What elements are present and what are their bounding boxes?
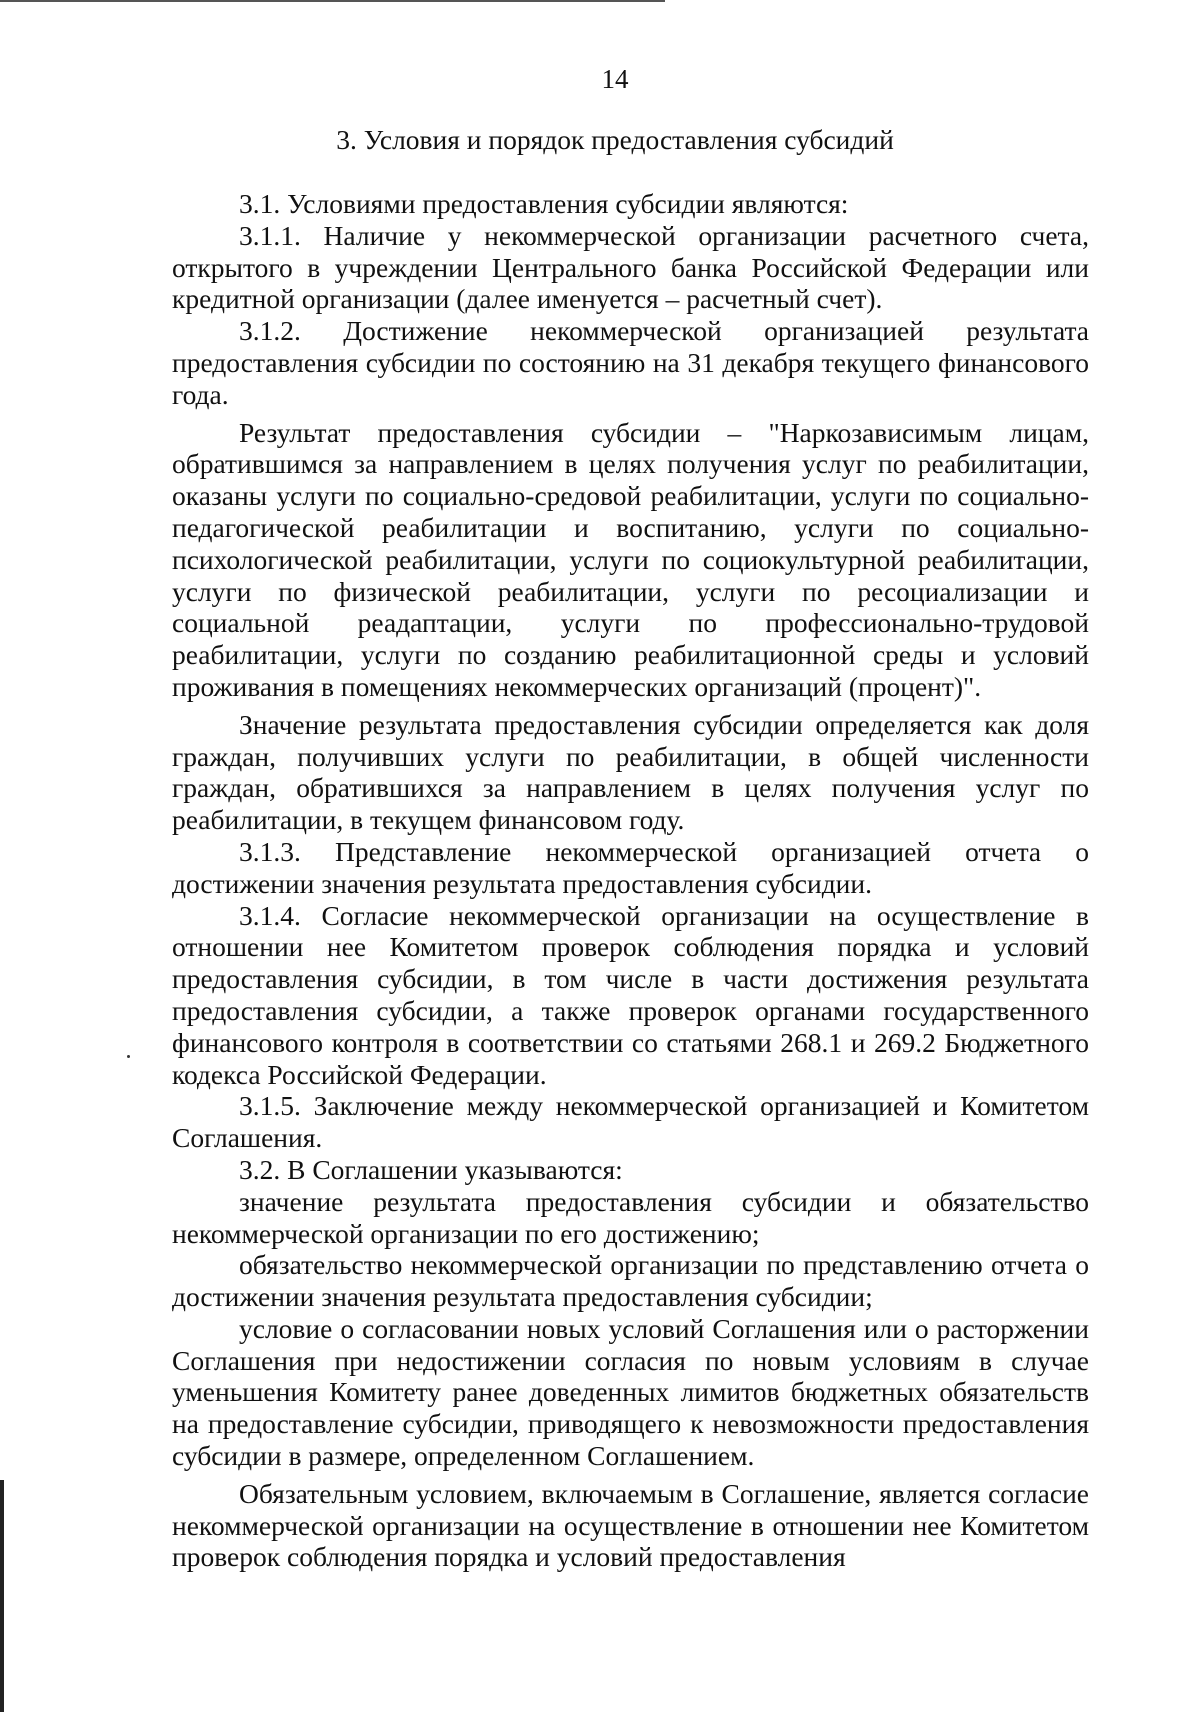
paragraph-3-1-1: 3.1.1. Наличие у некоммерческой организации расчетного счета, открытого в учреждении Центрального банка Российской Федерации или кредитной организации (далее именуется – расчетный счет). — [172, 219, 1089, 315]
page-number: 14 — [601, 64, 629, 94]
scan-top-edge-line — [0, 0, 665, 2]
paragraph-3-1: 3.1. Условиями предоставления субсидии являются: — [239, 188, 849, 219]
paragraph-agreement-item-1: значение результата предоставления субсидии и обязательство некоммерческой организации по его достижению; — [172, 1185, 1089, 1249]
paragraph-result-value: Значение результата предоставления субсидии определяется как доля граждан, получивших услуги по реабилитации, в общей численности граждан, обратившихся за направлением в целях получения услуг по реабилитации, в текущем финансовом году. — [172, 708, 1089, 836]
paragraph-mandatory-condition: Обязательным условием, включаемым в Соглашение, является согласие некоммерческой организации на осуществление в отношении нее Комитетом проверок соблюдения порядка и условий предоставления — [172, 1477, 1089, 1573]
paragraph-3-1-4: 3.1.4. Согласие некоммерческой организации на осуществление в отношении нее Комитетом проверок соблюдения порядка и условий предоставления субсидии, в том числе в части достижения результата предоставления субсидии, а также проверок органами государственного финансового контроля в соответствии со статьями 268.1 и 269.2 Бюджетного кодекса Российской Федерации. — [172, 899, 1089, 1090]
paragraph-3-2: 3.2. В Соглашении указываются: — [239, 1153, 623, 1185]
paragraph-3-1-5: 3.1.5. Заключение между некоммерческой организацией и Комитетом Соглашения. — [172, 1090, 1089, 1154]
paragraph-agreement-item-3: условие о согласовании новых условий Соглашения или о расторжении Соглашения при недостижении согласия по новым условиям в случае уменьшения Комитету ранее доведенных лимитов бюджетных обязательств на предоставление субсидии, приводящего к невозможности предоставления субсидии в размере, определенном Соглашением. — [172, 1312, 1089, 1472]
section-title: 3. Условия и порядок предоставления субсидий — [336, 124, 894, 155]
paragraph-3-1-2: 3.1.2. Достижение некоммерческой организацией результата предоставления субсидии по состоянию на 31 декабря текущего финансового года. — [172, 315, 1089, 410]
document-body — [172, 188, 1089, 1573]
paragraph-3-1-3: 3.1.3. Представление некоммерческой организацией отчета о достижении значения результата предоставления субсидии. — [172, 835, 1089, 899]
scan-speck — [127, 1055, 130, 1058]
paragraph-result-definition: Результат предоставления субсидии – "Наркозависимым лицам, обратившимся за направлением в целях получения услуг по реабилитации, оказаны услуги по социально-средовой реабилитации, услуги по социально-педагогической реабилитации и воспитанию, услуги по социально-психологической реабилитации, услуги по социокультурной реабилитации, услуги по физической реабилитации, услуги по ресоциализации и социальной реадаптации, услуги по профессионально-трудовой реабилитации, услуги по созданию реабилитационной среды и условий проживания в помещениях некоммерческих организаций (процент)". — [172, 416, 1089, 702]
scan-left-edge-mark — [0, 1480, 4, 1712]
paragraph-agreement-item-2: обязательство некоммерческой организации по представлению отчета о достижении значения результата предоставления субсидии; — [172, 1249, 1089, 1313]
